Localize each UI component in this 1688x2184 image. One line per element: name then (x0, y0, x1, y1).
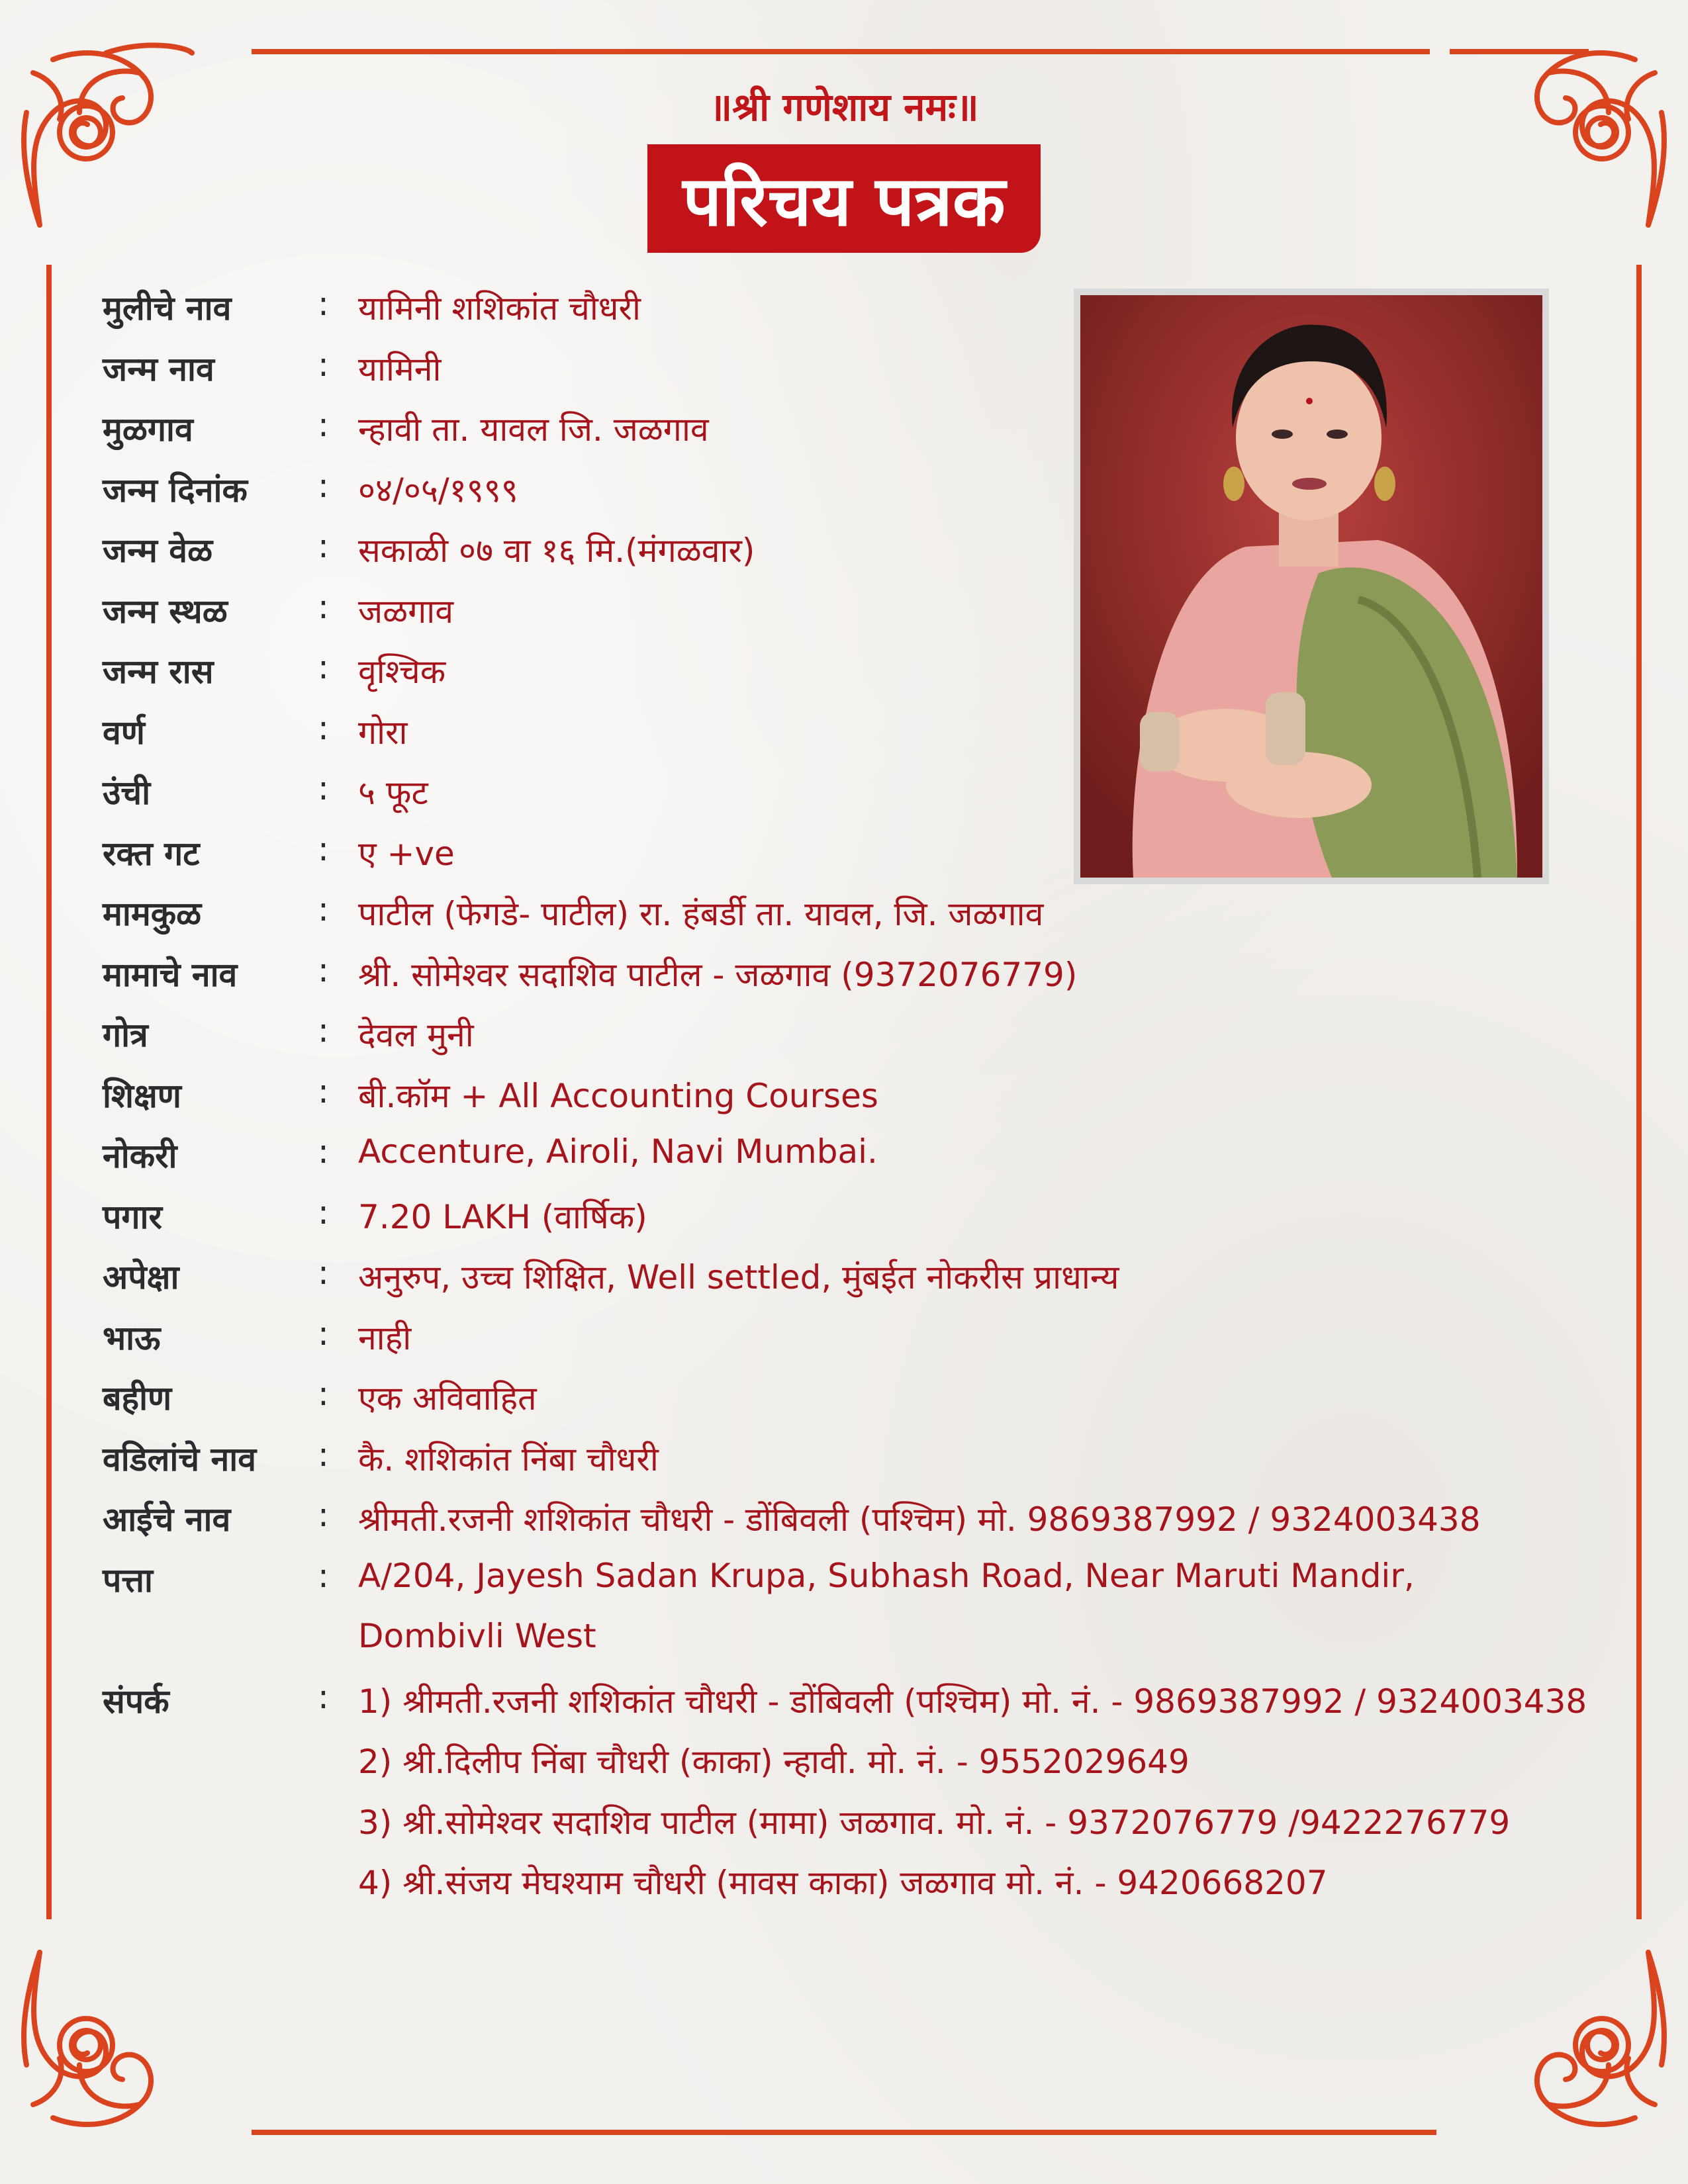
detail-separator: : (318, 527, 329, 565)
detail-row (103, 1496, 1625, 1557)
detail-row (103, 345, 1625, 406)
detail-label: अपेक्षा (103, 1258, 179, 1297)
detail-label: जन्म स्थळ (103, 592, 228, 631)
detail-separator: : (318, 648, 329, 686)
detail-value: कै. शशिकांत निंबा चौधरी (358, 1439, 659, 1479)
detail-value: श्री. सोमेश्वर सदाशिव पाटील - जळगाव (9372076779) (358, 955, 1078, 994)
detail-label: जन्म नाव (103, 349, 214, 388)
detail-row (103, 709, 1625, 770)
detail-separator: : (318, 466, 329, 505)
detail-row (103, 527, 1625, 588)
detail-row (103, 1132, 1625, 1193)
detail-separator: : (318, 1314, 329, 1353)
contact-label: संपर्क (103, 1682, 169, 1721)
detail-value: वृश्चिक (358, 653, 446, 691)
detail-value: नाही (358, 1318, 412, 1357)
detail-label: उंची (103, 774, 151, 812)
detail-label: जन्म रास (103, 653, 214, 691)
detail-value: जळगाव (358, 592, 453, 631)
detail-row (103, 406, 1625, 467)
border-top-left (252, 49, 1430, 54)
detail-row (103, 1253, 1625, 1314)
detail-separator: : (318, 1193, 329, 1232)
scroll-ornament-icon (13, 33, 199, 232)
detail-separator: : (318, 950, 329, 989)
scroll-ornament-icon (1489, 1946, 1675, 2144)
detail-row (103, 1011, 1625, 1072)
detail-separator: : (318, 1011, 329, 1050)
detail-separator: : (318, 587, 329, 626)
address-value (358, 1557, 1415, 1678)
contact-line: 4) श्री.संजय मेघश्याम चौधरी (मावस काका) जळगाव मो. नं. - 9420668207 (358, 1864, 1328, 1902)
corner-ornament-bottom-left (13, 1946, 199, 2144)
detail-separator: : (318, 829, 329, 868)
detail-separator: : (318, 406, 329, 444)
detail-value: एक अविवाहित (358, 1379, 537, 1418)
biodata-details (103, 285, 1625, 1920)
detail-row (103, 951, 1625, 1012)
detail-value: देवल मुनी (358, 1016, 474, 1054)
detail-label: वर्ण (103, 713, 145, 752)
detail-separator: : (318, 708, 329, 747)
detail-separator: : (318, 1375, 329, 1413)
detail-row (103, 1375, 1625, 1435)
detail-value: यामिनी (358, 349, 442, 388)
detail-separator: : (318, 1435, 329, 1474)
address-row (103, 1557, 1625, 1678)
detail-separator: : (318, 890, 329, 929)
contact-line: 3) श्री.सोमेश्वर सदाशिव पाटील (मामा) जळगाव. मो. नं. - 9372076779 /9422276779 (358, 1803, 1511, 1842)
detail-label: बहीण (103, 1379, 172, 1418)
detail-row (103, 830, 1625, 891)
detail-value: श्रीमती.रजनी शशिकांत चौधरी - डोंबिवली (पश्चिम) मो. 9869387992 / 9324003438 (358, 1500, 1481, 1539)
detail-separator: : (318, 1253, 329, 1292)
detail-label: भाऊ (103, 1318, 161, 1357)
detail-label: आईचे नाव (103, 1500, 231, 1539)
title-banner (647, 144, 1041, 253)
detail-label: मुळगाव (103, 410, 193, 449)
detail-label: नोकरी (103, 1137, 177, 1175)
invocation-text: ॥श्री गणेशाय नमः॥ (709, 85, 979, 130)
contact-line: 2) श्री.दिलीप निंबा चौधरी (काका) न्हावी. मो. नं. - 9552029649 (358, 1743, 1190, 1781)
corner-ornament-top-left (13, 33, 199, 232)
detail-row (103, 1072, 1625, 1133)
detail-row (103, 648, 1625, 709)
scroll-ornament-icon (1489, 33, 1675, 232)
detail-row (103, 1435, 1625, 1496)
border-right (1636, 265, 1642, 1919)
detail-value: Accenture, Airoli, Navi Mumbai. (358, 1132, 878, 1171)
contact-separator: : (318, 1677, 329, 1716)
detail-label: गोत्र (103, 1016, 148, 1054)
detail-separator: : (318, 345, 329, 384)
detail-row (103, 588, 1625, 649)
page-title: परिचय पत्रक (682, 160, 1006, 242)
detail-row (103, 1314, 1625, 1375)
scroll-ornament-icon (13, 1946, 199, 2144)
border-bottom (252, 2130, 1436, 2135)
detail-label: मुलीचे नाव (103, 289, 232, 328)
detail-label: रक्त गट (103, 834, 200, 873)
detail-separator: : (318, 769, 329, 807)
contact-line: 1) श्रीमती.रजनी शशिकांत चौधरी - डोंबिवली (पश्चिम) मो. नं. - 9869387992 / 9324003438 (358, 1682, 1587, 1721)
detail-value: ए +ve (358, 834, 455, 873)
detail-value: 7.20 LAKH (वार्षिक) (358, 1197, 647, 1236)
detail-row (103, 890, 1625, 951)
detail-label: मामकुळ (103, 895, 202, 933)
address-label: पत्ता (103, 1561, 153, 1600)
detail-value: न्हावी ता. यावल जि. जळगाव (358, 410, 709, 449)
detail-value: ५ फूट (358, 774, 428, 812)
address-separator: : (318, 1556, 329, 1595)
detail-value: गोरा (358, 713, 408, 752)
contact-value (358, 1678, 1587, 1920)
detail-separator: : (318, 1071, 329, 1111)
detail-row (103, 1193, 1625, 1254)
detail-label: मामाचे नाव (103, 955, 238, 994)
detail-value: ०४/०५/१९९९ (358, 471, 518, 510)
detail-value: सकाळी ०७ वा १६ मि.(मंगळवार) (358, 531, 755, 570)
detail-label: शिक्षण (103, 1076, 181, 1115)
border-left (46, 265, 52, 1919)
detail-row (103, 467, 1625, 527)
contact-row (103, 1678, 1625, 1920)
detail-label: जन्म दिनांक (103, 471, 248, 510)
detail-value: बी.कॉम + All Accounting Courses (358, 1076, 878, 1115)
corner-ornament-bottom-right (1489, 1946, 1675, 2144)
detail-separator: : (318, 1496, 329, 1534)
detail-separator: : (318, 1132, 329, 1171)
address-line: Dombivli West (358, 1617, 596, 1655)
detail-label: पगार (103, 1197, 162, 1236)
detail-label: वडिलांचे नाव (103, 1439, 257, 1479)
detail-value: पाटील (फेगडे- पाटील) रा. हंबर्डी ता. यावल, जि. जळगाव (358, 895, 1044, 933)
detail-separator: : (318, 285, 329, 323)
detail-label: जन्म वेळ (103, 531, 213, 570)
detail-row (103, 769, 1625, 830)
corner-ornament-top-right (1489, 33, 1675, 232)
address-line: A/204, Jayesh Sadan Krupa, Subhash Road, Near Maruti Mandir, (358, 1556, 1415, 1595)
detail-value: अनुरुप, उच्च शिक्षित, Well settled, मुंबईत नोकरीस प्राधान्य (358, 1258, 1119, 1297)
detail-row (103, 285, 1625, 345)
detail-value: यामिनी शशिकांत चौधरी (358, 289, 641, 328)
